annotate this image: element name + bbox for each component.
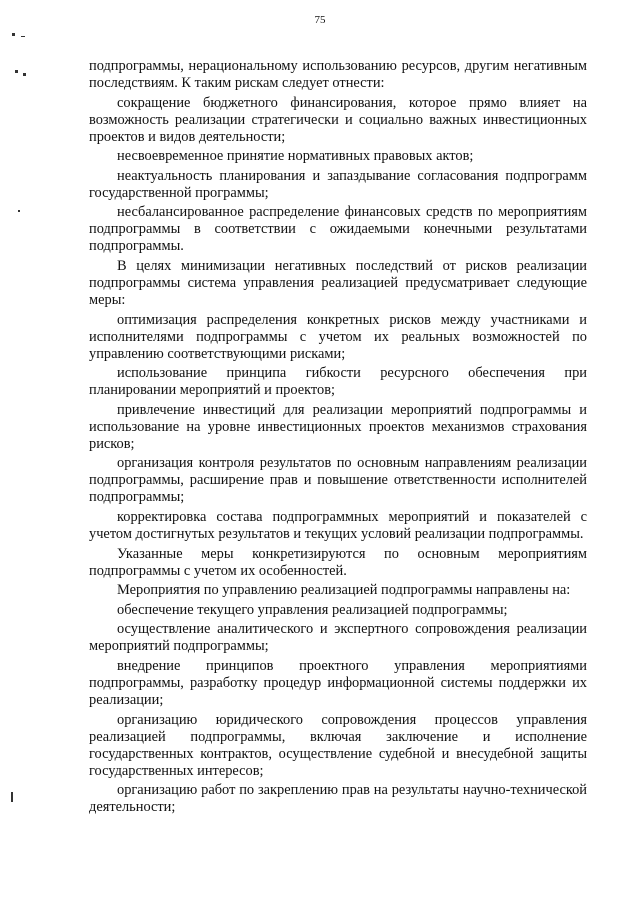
- management-item: организацию юридического сопровождения процессов управления реализацией подпрограммы, включая заключение и исполнение государственных контрактов, осуществление судебной и внесудебной защиты государственных интересов;: [89, 711, 587, 779]
- paragraph-measures-note: Указанные меры конкретизируются по основным мероприятиям подпрограммы с учетом их особенностей.: [89, 545, 587, 579]
- paragraph-measures-intro: В целях минимизации негативных последствий от рисков реализации подпрограммы система управления реализацией предусматривает следующие меры:: [89, 257, 587, 308]
- management-item: организацию работ по закреплению прав на результаты научно-технической деятельности;: [89, 782, 587, 816]
- management-item: внедрение принципов проектного управления мероприятиями подпрограммы, разработку процедур информационной системы поддержки их реализации;: [89, 657, 587, 708]
- risk-item: несбалансированное распределение финансовых средств по мероприятиям подпрограммы в соответствии с ожидаемыми конечными результатами подпрограммы.: [89, 204, 587, 255]
- measure-item: использование принципа гибкости ресурсного обеспечения при планировании мероприятий и проектов;: [89, 365, 587, 399]
- management-item: осуществление аналитического и экспертного сопровождения реализации мероприятий подпрограммы;: [89, 621, 587, 655]
- risk-item: сокращение бюджетного финансирования, которое прямо влияет на возможность реализации стратегически и социально важных инвестиционных проектов и видов деятельности;: [89, 94, 587, 145]
- management-item: обеспечение текущего управления реализацией подпрограммы;: [117, 601, 508, 618]
- measure-item: оптимизация распределения конкретных рисков между участниками и исполнителями подпрограммы с учетом их реальных возможностей по управлению соответствующими рисками;: [89, 311, 587, 362]
- document-body: [89, 58, 587, 819]
- scan-mark-top: [12, 33, 15, 36]
- risk-item: неактуальность планирования и запаздывание согласования подпрограмм государственной программы;: [89, 167, 587, 201]
- scan-mark-mid: [15, 70, 18, 73]
- measure-item: привлечение инвестиций для реализации мероприятий подпрограммы и использование на уровне инвестиционных проектов механизмов страхования рисков;: [89, 401, 587, 452]
- measure-item: организация контроля результатов по основным направлениям реализации подпрограммы, расширение прав и повышение ответственности исполнителей подпрограммы;: [89, 455, 587, 506]
- scan-mark-mid2: [23, 73, 26, 76]
- measure-item: корректировка состава подпрограммных мероприятий и показателей с учетом достигнутых результатов и текущих условий реализации подпрограммы.: [89, 508, 587, 542]
- scan-mark-bottom: [11, 792, 13, 802]
- risk-item: несвоевременное принятие нормативных правовых актов;: [117, 148, 474, 165]
- paragraph-management-intro: Мероприятия по управлению реализацией подпрограммы направлены на:: [117, 582, 571, 599]
- paragraph-continuation: подпрограммы, нерациональному использованию ресурсов, другим негативным последствиям. К таким рискам следует отнести:: [89, 58, 587, 91]
- scan-mark-top-dash: [21, 36, 25, 37]
- scan-mark-left: [18, 210, 20, 212]
- page-number: 75: [314, 14, 326, 26]
